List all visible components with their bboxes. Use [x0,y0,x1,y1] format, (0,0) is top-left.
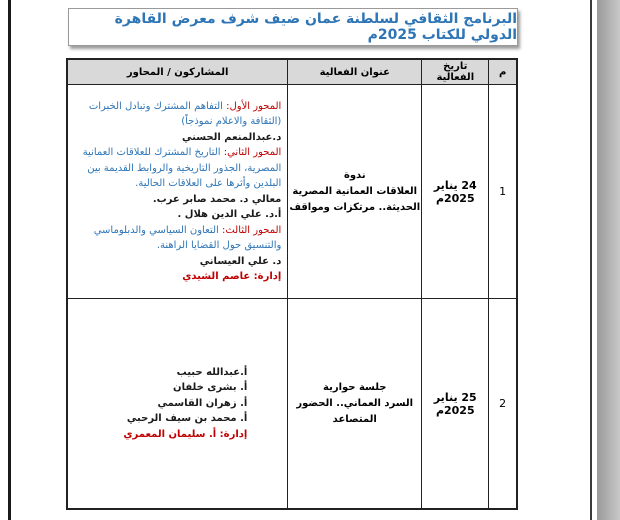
header-date: تاريخ الفعالية [422,59,489,85]
event-title-line: الحديثة.. مرتكزات ومواقف [289,201,421,213]
participant-name: أ.عبدالله حبيب [176,366,248,378]
participant-name: أ. محمد بن سيف الرحبي [126,413,248,425]
moderator: إدارة: أ. سليمان المعمري [123,428,248,440]
event-title-line: العلاقات العمانية المصرية [292,185,418,197]
table-row [67,85,517,299]
page-right-border [590,0,592,520]
document-title: البرنامج الثقافي لسلطنة عمان ضيف شرف معرض القاهرة الدولي للكتاب 2025م [114,11,517,43]
axis-line [74,145,281,161]
axis-line [74,223,281,239]
participant-name: د.عبدالمنعم الحسني [182,131,282,143]
program-table [66,58,518,510]
participant-name: أ.د. علي الدين هلال . [177,209,282,221]
axis-label: المحور الأول: [226,100,282,112]
axis-label: المحور الثاني: [223,147,282,159]
participant-name: أ. زهران القاسمي [157,397,248,409]
table-header-row [67,59,517,85]
document-title-box [68,8,518,46]
event-title [288,85,422,299]
row-number: 2 [489,299,517,509]
participant-name: أ. بشرى خلفان [173,382,248,394]
participants-cell [67,85,288,299]
axis-text: التفاهم المشترك وتبادل الخبرات [88,100,227,112]
axis-text-line: البلدين وأثرها على العلاقات الحالية. [135,178,282,190]
moderator: إدارة: عاصم الشيدي [182,271,282,283]
row-number: 1 [489,85,517,299]
event-title-line: المتصاعد [332,413,377,425]
event-title-line: السرد العماني.. الحضور [296,397,414,409]
page-left-border [8,0,11,520]
table-row [67,299,517,509]
event-date: 24 يناير 2025م [422,85,489,299]
header-title: عنوان الفعالية [288,59,422,85]
axis-text-line: المصرية، الجذور التاريخية والروابط القديمة بين [87,162,282,174]
axis-text: التاريخ المشترك للعلاقات العمانية [82,147,224,159]
participant-name: د. علي العيساني [199,255,282,267]
participant-name: معالي د. محمد صابر عرب. [152,193,282,205]
axis-text-line: (الثقافة والاعلام نموذجاً) [181,116,282,128]
axis-text: التعاون السياسي والدبلوماسي [93,224,222,236]
event-title-line: جلسة حوارية [323,381,387,393]
page-shadow [597,0,620,520]
event-title-line: ندوة [343,169,366,181]
event-title [288,299,422,509]
event-date: 25 يناير 2025م [422,299,489,509]
axis-text-line: والتنسيق حول القضايا الراهنة. [156,240,282,252]
header-participants: المشاركون / المحاور [67,59,288,85]
participants-cell [67,299,288,509]
axis-label: المحور الثالث: [221,224,282,236]
axis-line [74,99,281,115]
header-num: م [489,59,517,85]
